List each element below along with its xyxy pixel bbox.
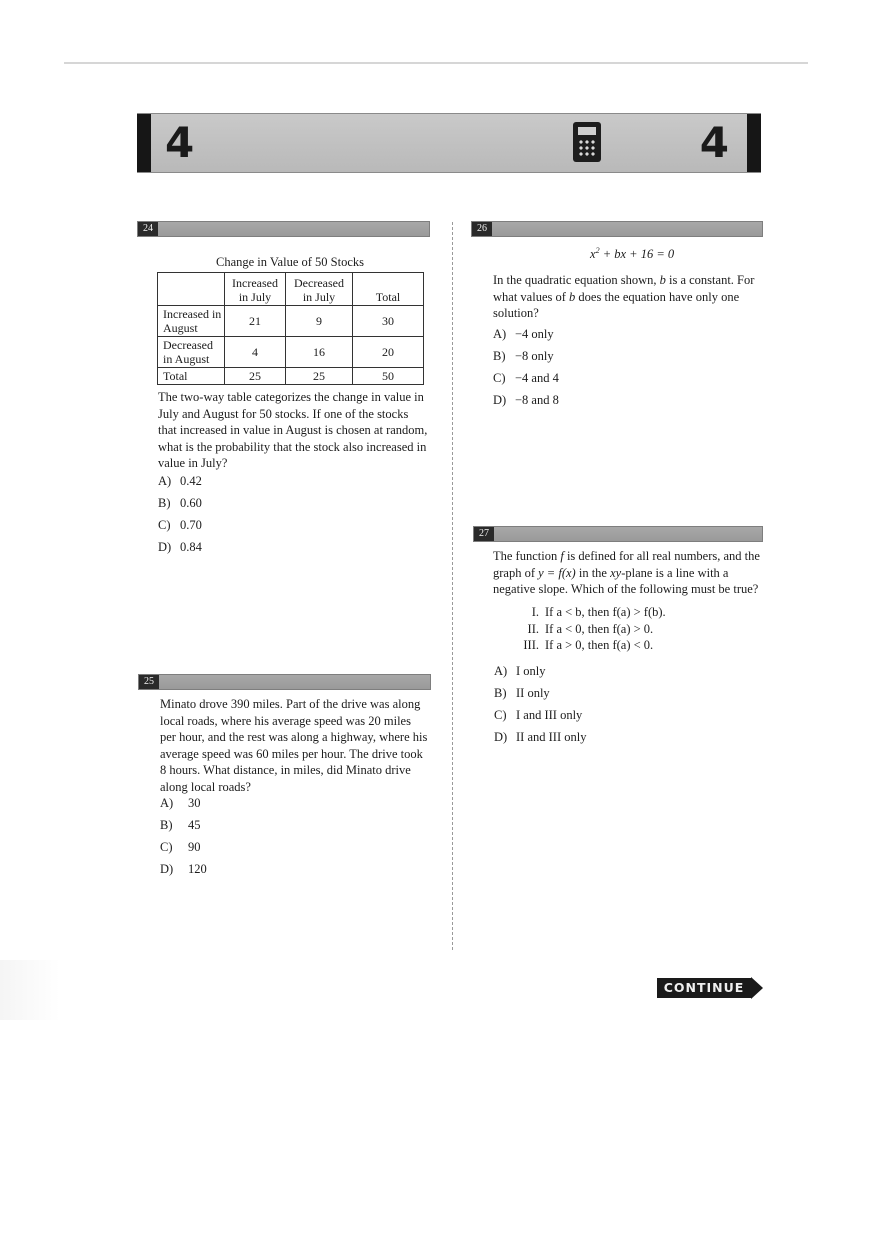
prompt-text: does the equation have only one solution? [493, 289, 740, 320]
calculator-icon [573, 122, 601, 162]
question-26-prompt [493, 272, 763, 322]
table-row [158, 306, 424, 337]
choice-text: I and III only [516, 708, 583, 722]
choice-letter: C) [158, 518, 171, 532]
choice-text: −8 only [515, 349, 554, 363]
answer-choice[interactable] [158, 492, 202, 514]
table-row [158, 337, 424, 368]
prompt-text: is defined for all real numbers, and the graph of [493, 549, 760, 580]
quadratic-equation [590, 246, 674, 262]
question-27-header [473, 526, 763, 542]
choice-letter: D) [493, 393, 507, 407]
statement [513, 621, 666, 638]
table-cell: 9 [286, 306, 353, 337]
answer-choice[interactable] [160, 858, 207, 880]
variable-b: b [659, 273, 666, 287]
question-27-choices [494, 660, 586, 748]
table-cell: 20 [353, 337, 424, 368]
question-25-prompt: Minato drove 390 miles. Part of the drive was along local roads, where his average speed was 20 miles per hour, and the rest was along a highway, where his average speed was 60 miles per hour. The drive took 8 hours. What distance, in miles, did Minato drive along local roads? [160, 697, 428, 794]
variable-b: b [569, 289, 576, 304]
statement-text: If a < 0, then f(a) > 0. [545, 621, 654, 636]
table-cell: 21 [225, 306, 286, 337]
statement [513, 637, 666, 654]
equation-rest: + bx + 16 = 0 [599, 247, 675, 262]
row-header: Decreased in August [158, 337, 225, 368]
answer-choice[interactable] [160, 836, 207, 858]
answer-choice[interactable] [494, 682, 586, 704]
choice-text: II and III only [516, 730, 587, 744]
roman-statements [513, 604, 666, 654]
choice-letter: A) [493, 327, 507, 341]
calculator-keys [578, 139, 596, 157]
equation-exponent: 2 [595, 246, 600, 255]
choice-text: 0.60 [180, 496, 202, 510]
question-number: 25 [139, 675, 159, 689]
answer-choice[interactable] [158, 470, 202, 492]
choice-letter: B) [160, 818, 173, 832]
choice-text: −8 and 8 [515, 393, 559, 407]
choice-text: −4 and 4 [515, 371, 559, 385]
choice-letter: A) [160, 796, 174, 810]
choice-letter: B) [494, 686, 507, 700]
answer-choice[interactable] [494, 704, 586, 726]
answer-choice[interactable] [493, 389, 559, 411]
equation-base: x [590, 247, 596, 262]
question-number: 27 [474, 527, 494, 541]
table-title: Change in Value of 50 Stocks [215, 255, 365, 269]
choice-text: I only [516, 664, 546, 678]
choice-text: 0.84 [180, 540, 202, 554]
prompt-text: The function [493, 549, 561, 563]
section-number-left: 4 [165, 118, 195, 167]
answer-choice[interactable] [494, 726, 586, 748]
question-26-header [471, 221, 763, 237]
choice-letter: B) [493, 349, 506, 363]
question-number: 24 [138, 222, 158, 236]
choice-text: 120 [188, 862, 207, 876]
statement-numeral: I. [531, 605, 539, 619]
variable-f: f [560, 549, 564, 563]
table-cell: 50 [353, 368, 424, 385]
prompt-text: in the [575, 565, 611, 580]
statement [513, 604, 666, 621]
choice-letter: C) [494, 708, 507, 722]
prompt-text: is a constant. For what values of [493, 273, 755, 304]
row-header: Total [158, 368, 225, 385]
choice-letter: A) [494, 664, 508, 678]
column-header: Total [353, 273, 424, 306]
scan-shadow [0, 960, 60, 1020]
choice-text: −4 only [515, 327, 554, 341]
section-number-right: 4 [699, 118, 729, 167]
table-cell: 30 [353, 306, 424, 337]
table-cell: 25 [286, 368, 353, 385]
column-header: Increased in July [225, 273, 286, 306]
answer-choice[interactable] [158, 536, 202, 558]
banner-bar-right [747, 114, 761, 172]
choice-text: 0.70 [180, 518, 202, 532]
choice-letter: C) [160, 840, 173, 854]
statement-numeral: II. [527, 621, 539, 636]
question-24-header [137, 221, 430, 237]
top-rule [64, 62, 808, 64]
answer-choice[interactable] [493, 323, 559, 345]
table-cell: 16 [286, 337, 353, 368]
answer-choice[interactable] [494, 660, 586, 682]
column-divider [452, 222, 453, 950]
choice-letter: D) [494, 730, 508, 744]
section-banner [137, 113, 761, 173]
answer-choice[interactable] [158, 514, 202, 536]
question-number: 26 [472, 222, 492, 236]
statement-numeral: III. [523, 638, 539, 652]
column-header: Decreased in July [286, 273, 353, 306]
answer-choice[interactable] [160, 792, 207, 814]
choice-letter: D) [158, 540, 172, 554]
answer-choice[interactable] [493, 345, 559, 367]
choice-text: 0.42 [180, 474, 202, 488]
choice-letter: A) [158, 474, 172, 488]
table-row [158, 368, 424, 385]
choice-letter: C) [493, 371, 506, 385]
answer-choice[interactable] [160, 814, 207, 836]
statement-text: If a < b, then f(a) > f(b). [545, 605, 666, 619]
question-25-header [138, 674, 431, 690]
calculator-screen [578, 127, 596, 135]
continue-label: CONTINUE [657, 978, 751, 998]
plane-label: xy [610, 565, 622, 580]
question-26-choices [493, 323, 559, 411]
row-header: Increased in August [158, 306, 225, 337]
banner-bar-left [137, 114, 151, 172]
question-27-prompt [493, 548, 763, 598]
table-corner [158, 273, 225, 306]
arrow-right-icon [751, 977, 763, 999]
question-24-choices [158, 470, 202, 558]
two-way-table [157, 272, 424, 385]
choice-text: 90 [188, 840, 201, 854]
prompt-text: In the quadratic equation shown, [493, 273, 660, 287]
table-cell: 4 [225, 337, 286, 368]
statement-text: If a > 0, then f(a) < 0. [545, 638, 654, 652]
choice-text: 30 [188, 796, 201, 810]
function-expression: y = f(x) [538, 565, 576, 580]
choice-letter: D) [160, 862, 174, 876]
choice-text: 45 [188, 818, 201, 832]
table-cell: 25 [225, 368, 286, 385]
question-25-choices [160, 792, 207, 880]
choice-letter: B) [158, 496, 171, 510]
answer-choice[interactable] [493, 367, 559, 389]
choice-text: II only [516, 686, 550, 700]
continue-button[interactable] [657, 977, 765, 1000]
prompt-text: -plane is a line with a negative slope. Which of the following must be true? [493, 565, 759, 596]
question-24-prompt: The two-way table categorizes the change in value in July and August for 50 stocks. If one of the stocks that increased in value in August is chosen at random, what is the probability that the stock also increased in value in July? [158, 390, 428, 470]
